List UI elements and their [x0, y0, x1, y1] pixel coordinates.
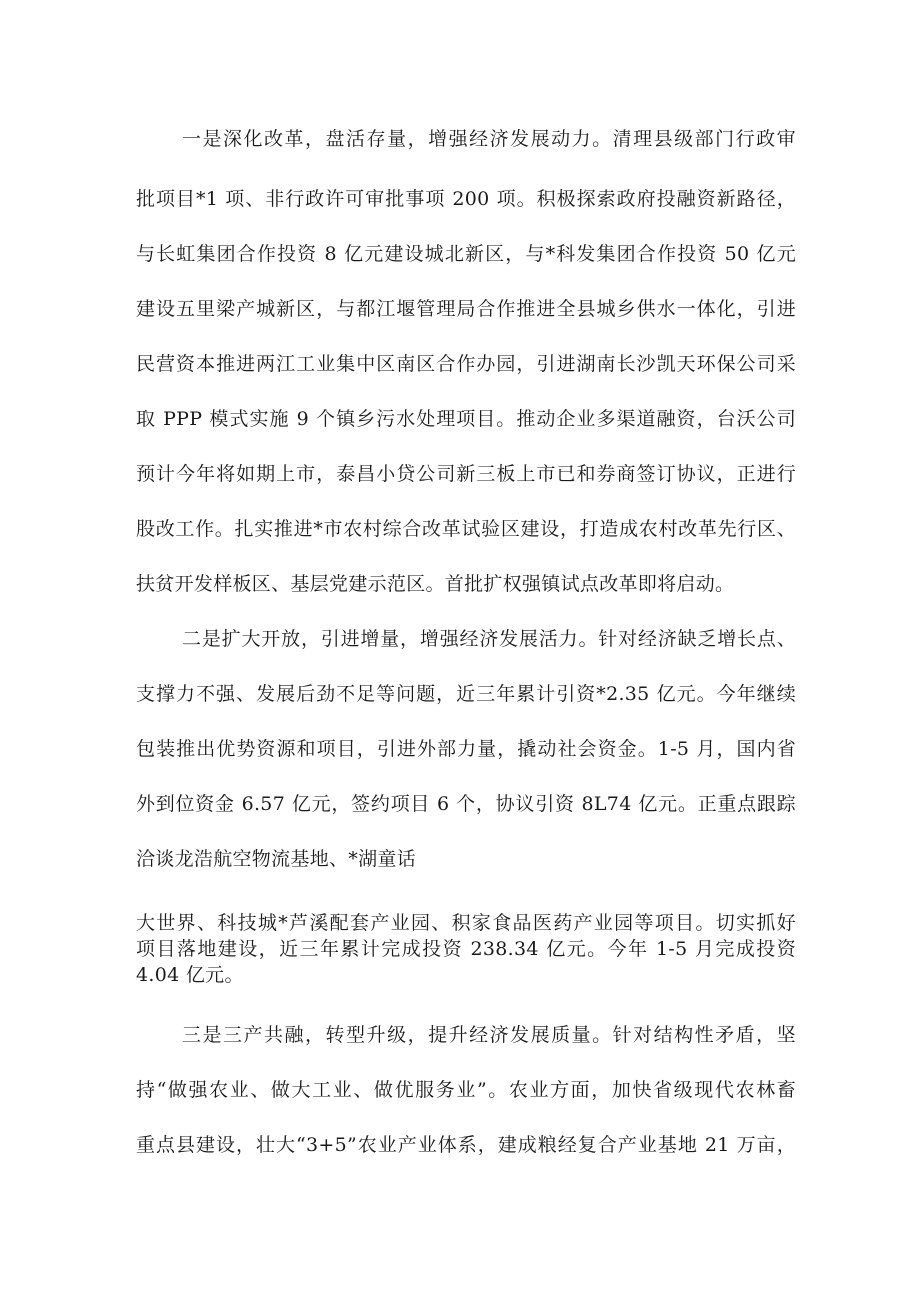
text-line: 洽谈龙浩航空物流基地、*湖童话 — [136, 848, 417, 870]
text-line: 民营资本推进两江工业集中区南区合作办园，引进湖南长沙凯天环保公司采 — [136, 353, 796, 375]
text-line: 大世界、科技城*芦溪配套产业园、积家食品医药产业园等项目。切实抓好 — [136, 912, 796, 934]
text-line: 项目落地建设，近三年累计完成投资 238.34 亿元。今年 1-5 月完成投资 — [136, 938, 796, 960]
paragraph-2-continuation — [136, 910, 796, 988]
text-line: 二是扩大开放，引进增量，增强经济发展活力。针对经济缺乏增长点、 — [182, 628, 796, 650]
text-line: 三是三产共融，转型升级，提升经济发展质量。针对结构性矛盾，坚 — [182, 1024, 796, 1046]
text-line: 4.04 亿元。 — [136, 964, 244, 986]
text-line: 支撑力不强、发展后劲不足等问题，近三年累计引资*2.35 亿元。今年继续 — [136, 683, 796, 705]
text-line: 预计今年将如期上市，泰昌小贷公司新三板上市已和券商签订协议，正进行 — [136, 463, 796, 485]
text-line: 批项目*1 项、非行政许可审批事项 200 项。积极探索政府投融资新路径， — [136, 188, 796, 210]
text-line: 重点县建设，壮大“3+5”农业产业体系，建成粮经复合产业基地 21 万亩， — [136, 1134, 796, 1156]
text-line: 取 PPP 模式实施 9 个镇乡污水处理项目。推动企业多渠道融资，台沃公司 — [136, 408, 796, 430]
text-line: 包装推出优势资源和项目，引进外部力量，撬动社会资金。1-5 月，国内省 — [136, 738, 796, 760]
text-line: 外到位资金 6.57 亿元，签约项目 6 个，协议引资 8L74 亿元。正重点跟踪 — [136, 793, 796, 815]
text-line: 扶贫开发样板区、基层党建示范区。首批扩权强镇试点改革即将启动。 — [136, 573, 735, 595]
text-line: 与长虹集团合作投资 8 亿元建设城北新区，与*科发集团合作投资 50 亿元 — [136, 243, 796, 265]
text-line: 持“做强农业、做大工业、做优服务业”。农业方面，加快省级现代农林畜 — [136, 1079, 796, 1101]
text-line: 建设五里梁产城新区，与都江堰管理局合作推进全县城乡供水一体化，引进 — [136, 298, 796, 320]
text-line: 一是深化改革，盘活存量，增强经济发展动力。清理县级部门行政审 — [182, 128, 796, 150]
text-line: 股改工作。扎实推进*市农村综合改革试验区建设，打造成农村改革先行区、 — [136, 518, 796, 540]
